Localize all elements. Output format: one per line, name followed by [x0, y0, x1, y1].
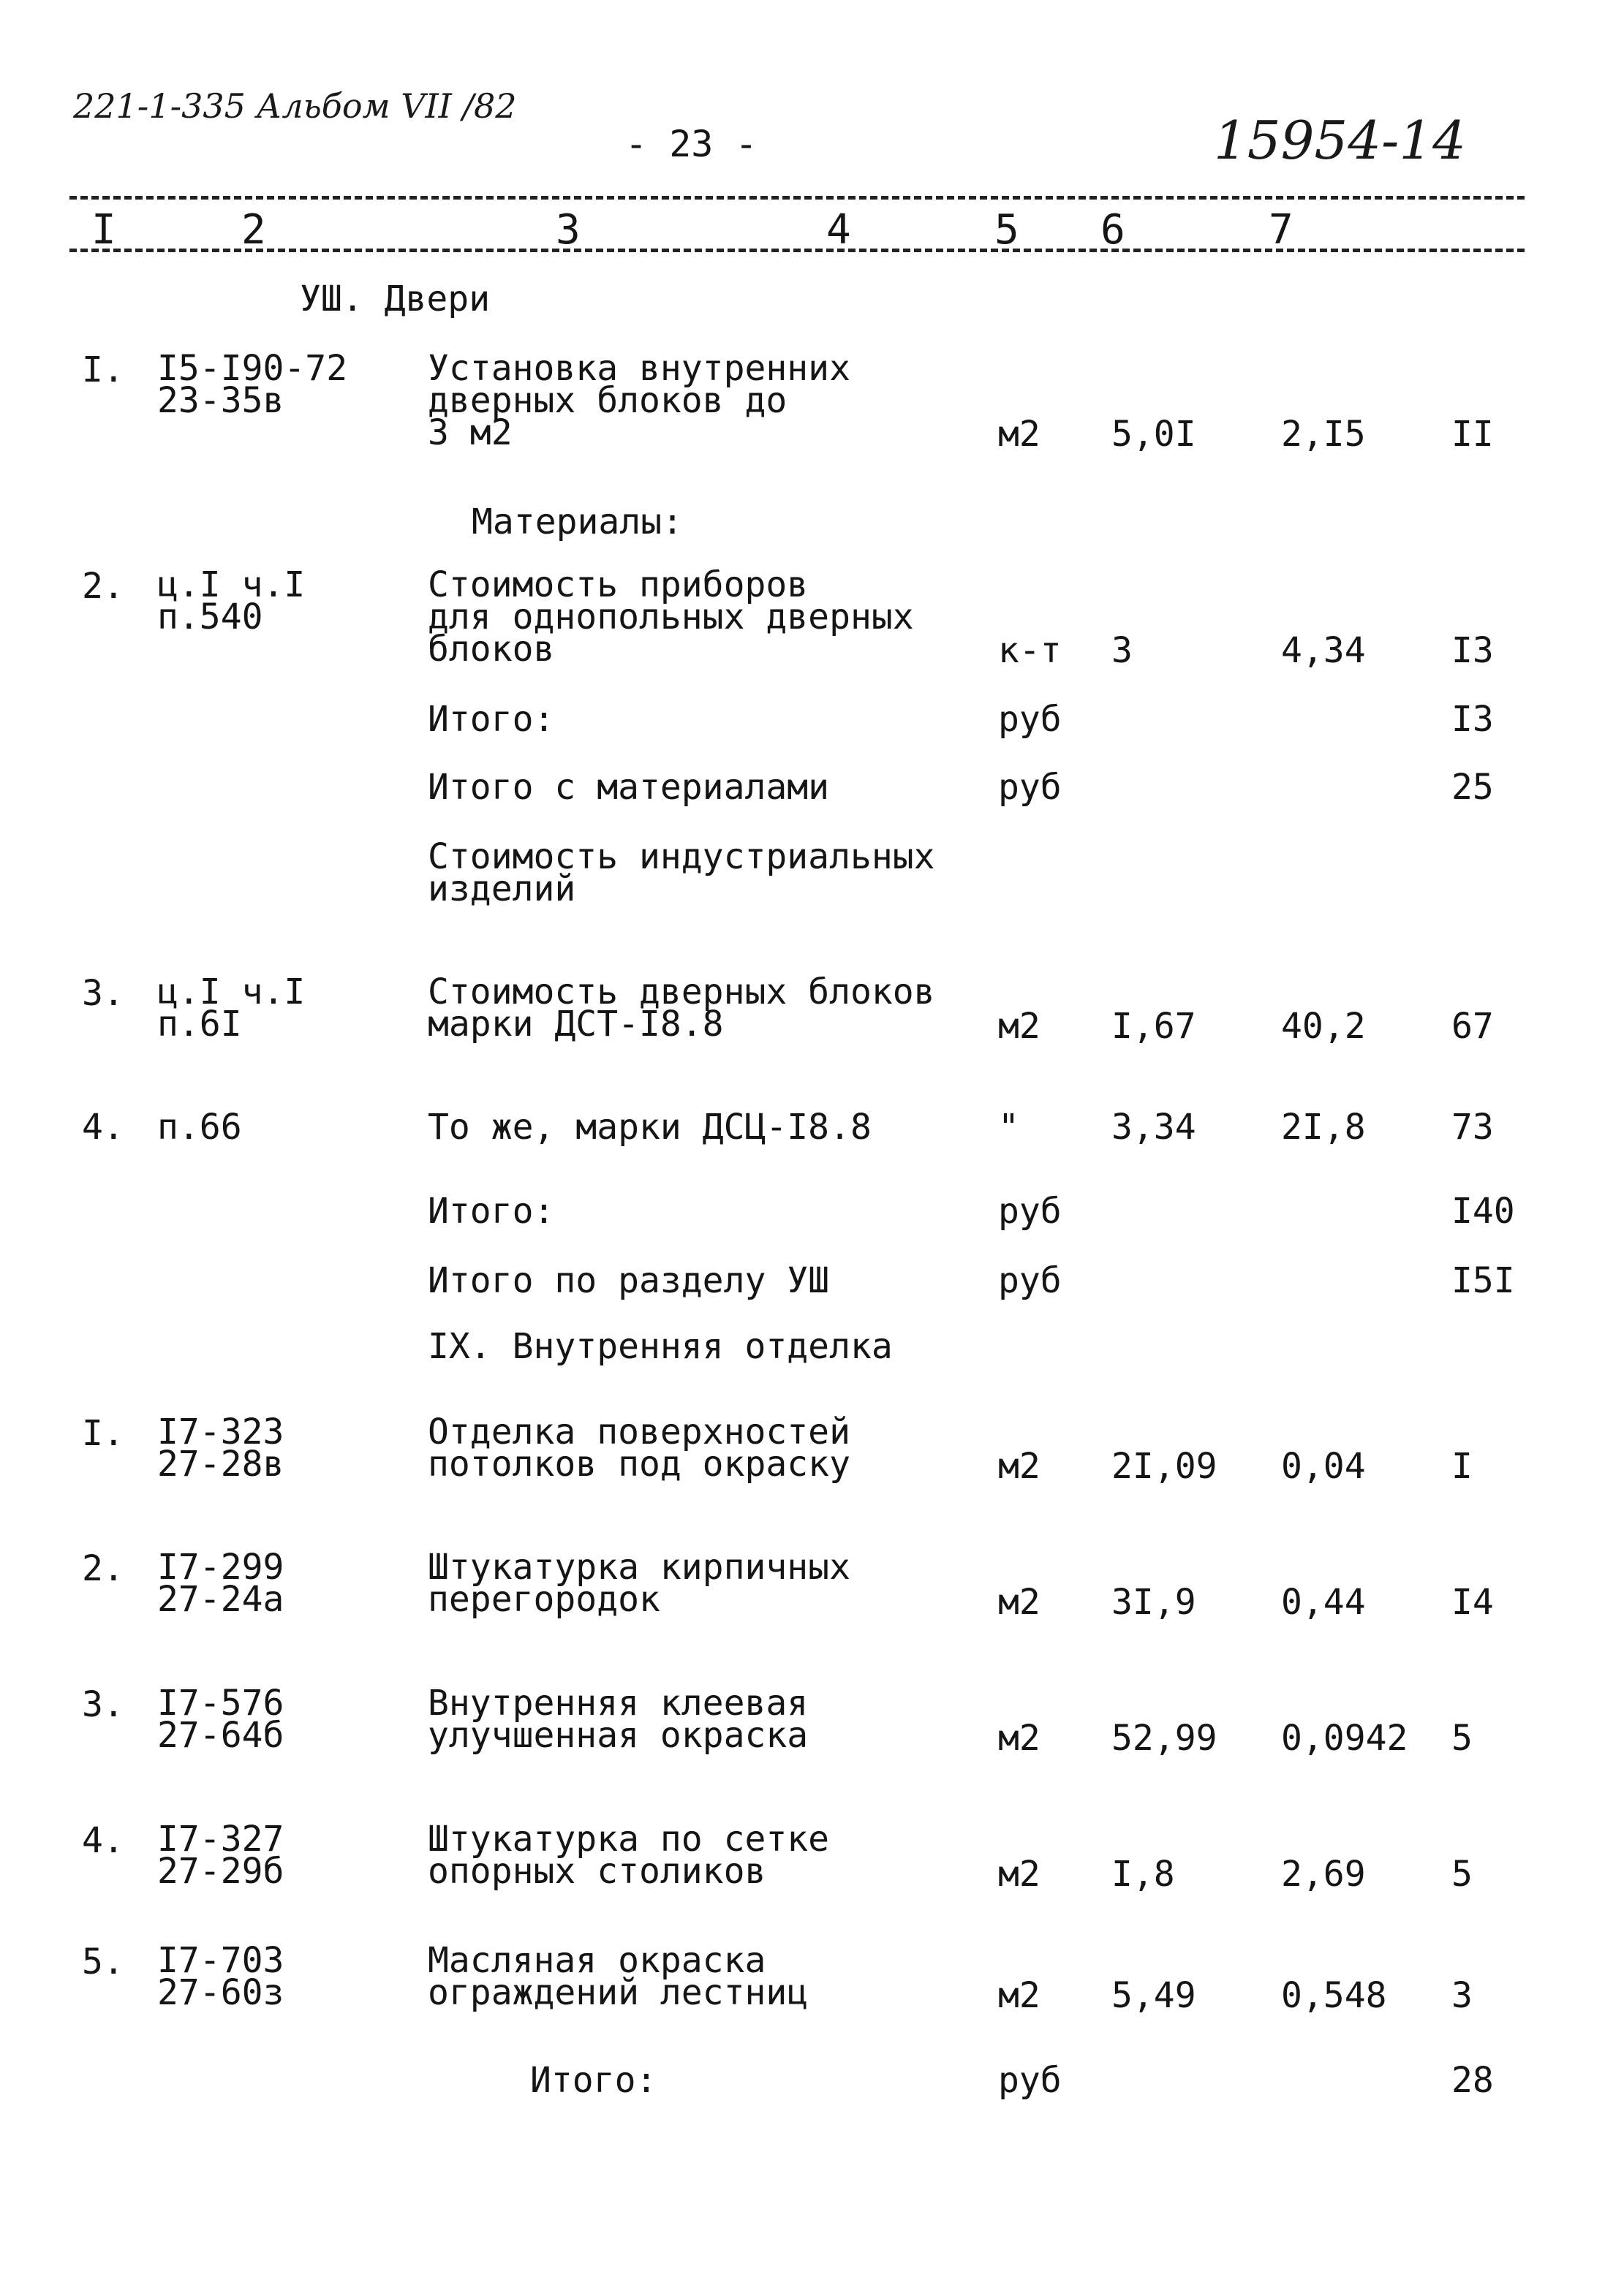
row-total: 5 [1451, 1854, 1473, 1895]
row-quantity: 3,34 [1111, 1107, 1196, 1148]
row-description: Стоимость приборов для однопольных дверных блоков [428, 564, 914, 670]
final-total-value: 28 [1451, 2060, 1494, 2101]
row-price: 40,2 [1281, 1006, 1366, 1047]
section-total-label: Итого по разделу УШ [428, 1260, 830, 1301]
row-total: 3 [1451, 1975, 1473, 2016]
row-code: I7-576 27-64б [157, 1683, 284, 1756]
column-header-5: 5 [994, 206, 1019, 254]
page-number: - 23 - [625, 123, 758, 165]
row-total: 5 [1451, 1718, 1473, 1759]
document-number: 15954-14 [1214, 110, 1466, 171]
subtotal-label: Итого с материалами [428, 767, 830, 808]
row-unit: м2 [998, 1975, 1041, 2016]
row-code: ц.I ч.I п.6I [157, 971, 306, 1045]
column-header-1: I [91, 206, 116, 254]
row-price: 0,0942 [1281, 1718, 1408, 1759]
row-total: 67 [1451, 1006, 1494, 1047]
header-top-rule [69, 196, 1525, 200]
row-unit: м2 [998, 1582, 1041, 1623]
row-description: Установка внутренних дверных блоков до 3 м2 [428, 348, 850, 453]
row-code: I7-299 27-24а [157, 1547, 284, 1620]
row-number: 5. [82, 1941, 124, 1982]
section-total-unit: руб [998, 1260, 1062, 1301]
row-price: 2,I5 [1281, 414, 1366, 455]
header-bottom-rule [69, 249, 1525, 252]
row-price: 0,04 [1281, 1446, 1366, 1487]
section-title-doors: УШ. Двери [300, 279, 491, 319]
subtotal-value: 25 [1451, 767, 1494, 808]
column-header-3: 3 [556, 206, 581, 254]
section-total-value: I5I [1451, 1260, 1515, 1301]
row-code: I7-323 27-28в [157, 1412, 284, 1485]
row-description: Стоимость дверных блоков марки ДСТ-I8.8 [428, 971, 935, 1045]
row-number: 4. [82, 1107, 124, 1148]
column-header-4: 4 [826, 206, 851, 254]
subtotal-label: Итого: [428, 1191, 555, 1232]
row-quantity: 3 [1111, 630, 1133, 671]
row-unit: м2 [998, 1006, 1041, 1047]
row-price: 4,34 [1281, 630, 1366, 671]
row-quantity: 3I,9 [1111, 1582, 1196, 1623]
row-description: Внутренняя клеевая улучшенная окраска [428, 1683, 809, 1756]
section-title-interior-finishing: IX. Внутренняя отделка [428, 1326, 893, 1367]
row-number: I. [82, 1413, 124, 1454]
subtotal-unit: руб [998, 1191, 1062, 1232]
row-quantity: 52,99 [1111, 1718, 1217, 1759]
subtotal-label: Итого: [428, 699, 555, 740]
column-header-7: 7 [1269, 206, 1293, 254]
column-header-6: 6 [1100, 206, 1125, 254]
subtotal-unit: руб [998, 699, 1062, 740]
row-price: 2,69 [1281, 1854, 1366, 1895]
row-total: I3 [1451, 630, 1494, 671]
subtotal-value: I3 [1451, 699, 1494, 740]
row-description: То же, марки ДСЦ-I8.8 [428, 1107, 872, 1148]
row-total: I [1451, 1446, 1473, 1487]
row-number: I. [82, 349, 124, 390]
subtotal-unit: руб [998, 767, 1062, 808]
final-total-unit: руб [998, 2060, 1062, 2101]
row-price: 0,44 [1281, 1582, 1366, 1623]
row-unit: м2 [998, 1718, 1041, 1759]
row-number: 3. [82, 1684, 124, 1725]
row-quantity: 5,0I [1111, 414, 1196, 455]
row-quantity: I,8 [1111, 1854, 1175, 1895]
row-quantity: I,67 [1111, 1006, 1196, 1047]
row-unit: к-т [998, 630, 1062, 671]
row-price: 0,548 [1281, 1975, 1387, 2016]
row-unit: м2 [998, 414, 1041, 455]
row-description: Штукатурка по сетке опорных столиков [428, 1819, 830, 1892]
row-code: ц.I ч.I п.540 [157, 564, 306, 637]
row-quantity: 2I,09 [1111, 1446, 1217, 1487]
final-total-label: Итого: [530, 2060, 657, 2101]
row-number: 4. [82, 1820, 124, 1861]
column-header-2: 2 [241, 206, 266, 254]
row-number: 3. [82, 973, 124, 1014]
row-price: 2I,8 [1281, 1107, 1366, 1148]
row-description: Масляная окраска ограждений лестниц [428, 1940, 809, 2013]
row-code: I7-327 27-29б [157, 1819, 284, 1892]
row-number: 2. [82, 566, 124, 607]
subtotal-value: I40 [1451, 1191, 1515, 1232]
row-quantity: 5,49 [1111, 1975, 1196, 2016]
industrial-items-label: Стоимость индустриальных изделий [428, 836, 935, 909]
row-code: I5-I90-72 23-35в [157, 348, 348, 421]
row-unit: м2 [998, 1854, 1041, 1895]
row-total: I4 [1451, 1582, 1494, 1623]
row-code: п.66 [157, 1107, 242, 1148]
materials-label: Материалы: [472, 501, 683, 542]
row-description: Отделка поверхностей потолков под окраску [428, 1412, 850, 1485]
row-unit: " [998, 1107, 1019, 1148]
row-unit: м2 [998, 1446, 1041, 1487]
row-total: 73 [1451, 1107, 1494, 1148]
album-reference-note: 221-1-335 Альбом VII /82 [73, 86, 517, 126]
row-number: 2. [82, 1548, 124, 1589]
row-total: II [1451, 414, 1494, 455]
row-description: Штукатурка кирпичных перегородок [428, 1547, 850, 1620]
row-code: I7-703 27-60з [157, 1940, 284, 2013]
